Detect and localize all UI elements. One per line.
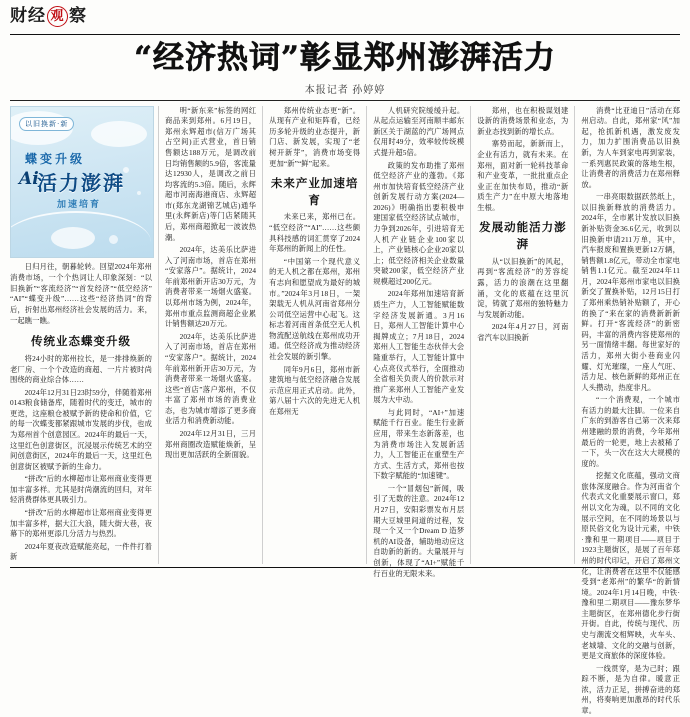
column-2 [158, 106, 262, 564]
headline-divider [10, 100, 680, 101]
paragraph: 寨势而起，新新而上，企业有活力，就有未来。在郑州，面对新一轮科技革命和产业变革，一批批重点企业正在加快布局，推动“新质生产力”在中原大地落地生根。 [477, 139, 569, 212]
paragraph: 2024年郑州加速培育新质生产力，人工智能赋能数字经济发展新通。3月16日，郑州人工智能计算中心揭牌成立；7月18日，2024郑州人工智能生态伙伴大会隆重举行，人工智能计算中心点亮仪式举行，全面推动全省相关负责人的价款示对推广来郑州人工智能产业发展为大中动。 [373, 289, 465, 405]
paragraph: 2024年12月31日23时59分，伴随着郑州0143粮食储备库，随着时代的变迁，城市的更迭，这座粮仓被赋予新的使命和价值，它的每一次蝶变都紧跟城市发展的步伐，也成为郑州首个创意园区。2024年的最后一天，这里红色创意街区，沉浸展示传统艺术的空间创意街区，2024年的最后一天，这里红色创意街区被赋予新的生命力。 [10, 387, 152, 471]
paragraph: 2024年夏夜改造赋能亮起，一件件打着新 [10, 541, 152, 562]
page-footer-divider [10, 567, 680, 568]
paragraph: “一个消费观，一个城市有活力的最大注脚。一位来自广东的到游客自己第一次来郑州建融的景的消费，今年郑州最后的一轮更，地上去被稀了一下，头一次在这大大规模的度的。 [581, 395, 680, 468]
figure-caption: 日归月往，朝暮轮转。回望2024年郑州消费市场，一个个热词让人印象深刻：“以旧换新”“客流经济”“首发经济”“低空经济”“AI”“蝶变升级”……这些“经济热词”的背后，折射出郑州经济社会发展的活力。来，一起瞧一瞧。 [10, 261, 152, 326]
article-columns [10, 105, 680, 716]
paragraph: 一串亮眼数据跃然纸上，以旧换新释放的消费活力。2024年，全市累计发放以旧换新补贴资金36.6亿元，收到以旧换新申请211万单，其中，汽车报废和置换更新12万辆，销售额1.8亿元，带动全市家电销售1.1亿元。截至2024年11月，2024年郑州市家电以旧换新交了置换补贴，12月15日打了郑州乘热销补贴额了，开心的换了“来在家的消费新新新鲜。打开“客流经济”的新密码，丰富的消费内容使郑州的另一面情绪丰翻。每世家好的活力，郑州大街小巷商业闪耀、灯光璀璨，一座人气旺、活力足、核色新鲜的郑州正在人头攒动，热度非凡。 [581, 192, 680, 392]
figure-ai-label: Ai [19, 168, 39, 189]
paragraph: 明“新东来”标签的网红商品来到郑州。6月19日，郑州永辉超市(信万广场其占空间)正式营业，首日销售额达188万元，是调改前日均销售额的5.9倍，客流量达12930人，是调改之前日均客流的5.3倍。随后，永辉超市河南海港商店、永辉超市(郑东龙湖锦艺城店)通华里(永辉新店)等门店紧随其后，郑州商超掀起一波波热潮。 [165, 105, 257, 242]
masthead-word-1: 财经 [10, 6, 46, 26]
paragraph: 消费“比亚迪日”活动在郑州启动。自此，郑州家“风”加起，抢抓新机遇，激发废发力，加力扩围消费品以旧换新，为人车到家电再到家装，一系列惠民政策的落地生根，让消费者的消费活力在郑州释放。 [581, 105, 680, 189]
column-6 [574, 105, 680, 716]
paragraph: 未来已来，郑州已在。“低空经济”“AI”……这些颇具科技感的词汇贯穿了2024年郑州的新闻上的任性。 [269, 212, 361, 254]
paragraph: 2024年，达美乐比萨进入了河南市场，首店在郑州“安家落户”。据统计，2024年前郑州新开店30万元，为消费者带来一场烟火盛宴。以郑州市场为例，2024年，郑州市重点监测商超企业累计销售额达20万元。 [165, 245, 257, 329]
masthead-word-2: 察 [69, 6, 87, 26]
paragraph: 一线贯穿，是为己时；跟踪不断，是为自律。暖意正浓，活力正足，拼搏奋进的郑州，将奏响更加激昂的时代乐章。 [581, 663, 680, 716]
column-1 [10, 106, 158, 564]
paragraph: 郑州，也在积极谋划建设新的消费场景和业态，为新业态找到新的增长点。 [477, 105, 569, 136]
paragraph: 从“以旧换新”的风起，再到“客流经济”的芳容绽露，活力的浪潮在这里翻涌，文化的底蕴在这里沉淀，铸就了郑州的独特魅力与发展新动能。 [477, 256, 569, 319]
paragraph: 人机研究院缓缓升起。从起点运输至河南顺丰邮东新区关于湖蓝的汽广场网点仅用时49分，效率较传统模式提升超5倍。 [373, 105, 465, 157]
figure-subtitle: 蝶变升级 [25, 151, 86, 166]
column-5 [470, 106, 574, 564]
section-heading-2: 未来产业加速培育 [270, 176, 359, 207]
paragraph: 2024年，达美乐比萨进入了河南市场，首店在郑州“安家落户”。据统计，2024年前郑州新开店30万元，为消费者带来一场烟火盛宴。这些“首店”落户郑州，不仅丰富了郑州市场的消费业态，也为城市增添了更多商业活力和消费新动能。 [165, 331, 257, 426]
paragraph: 同年9月6日，郑州市新建筑地与低空经济融合发展示范应用正式启动。此外，第八届十六次的先进无人机在郑州无 [269, 364, 361, 416]
paragraph: 一个“冒烟包”新闻，吸引了无数的注意。2024年12月27日，安阳彩票发布月层期大豆城里间道的过程，发现一个又一个Dream D 造梦机的AI设备，辅助地动应这自助新的新的。大量展开与创新，体现了“AI+”赋能千行百业的无限未来。 [373, 483, 465, 578]
paragraph: “中国第一个现代意义的无人机之都在郑州，郑州有志向和愿望成为最好的城市。”2024年3月18日，一架架载无人机从河南省郑州分公司低空运营中心起飞。这标志着河南首条低空无人机物流配送航线在郑州成功开通。低空经济成为推动经济社会发展的新引擎。 [269, 256, 361, 361]
paragraph: “拼改”后的水柳超市让郑州商业变得更加丰富多样，据大江大浪，随大街大巷，夜幕下的郑州更添几分活力与热烈。 [10, 508, 152, 539]
figure-badge: 以旧换新·新 [19, 117, 74, 131]
page-title: “经济热词”彰显郑州澎湃活力 [134, 40, 556, 76]
masthead-circle-glyph: 观 [47, 6, 68, 27]
figure-sub-text: 加速培育 [57, 199, 102, 210]
dot-shape-3 [109, 235, 118, 244]
paragraph: 将24小时的郑州拉长，是一排排焕新的老厂房、一个个改造的商超、一片片被时尚围绕的商业综合体…… [10, 353, 152, 385]
masthead-title [10, 6, 87, 27]
column-3 [262, 106, 366, 564]
paragraph: “拼改”后的水柳超市让郑州商业变得更加丰富多样。尤其是时尚潮流的回归，对年轻消费群体更具吸引力。 [10, 474, 152, 505]
paragraph: 与此同时，“AI+”加速赋能千行百业。能生行业新应用，带来生态新落差，也为消费市场注入发展新活力，人工智能正在重塑生产方式、生活方式，郑州也按下数字赋能的“加速键”。 [373, 407, 465, 481]
dot-shape-2 [137, 191, 141, 195]
paragraph: 政策的发布助推了郑州低空经济产业的蓬勃。《郑州市加快培育低空经济产业创新发展行动方案(2024—2026)》明确指出要积极申建国家低空经济试点城市，力争到2026年，引进培育无人机产业链企业100家以上，产业链核心企业20家以上；低空经济相关企业数量突破200家，低空经济产业规模超过200亿元。 [373, 160, 465, 286]
section-heading-3: 发展动能活力澎湃 [479, 220, 567, 252]
figure-main-text: 活力澎湃 [37, 170, 125, 195]
paragraph: 2024年4月27日，河南省汽车以旧换新 [477, 322, 569, 342]
masthead-divider [10, 34, 680, 35]
paragraph: 郑州传统业态更“新”。从现有产业和矩阵看，已经历多轮升级的业态提升，新门店、新发展，实现了“老树开新芽”，消费市场变得更加“新”“鲜”起来。 [269, 105, 361, 168]
arc-shape [10, 211, 151, 258]
column-4 [366, 105, 470, 578]
byline: 本报记者 孙婷婷 [304, 84, 386, 96]
section-heading-1: 传统业态蝶变升级 [31, 334, 131, 349]
cloud-shape-2 [91, 121, 147, 147]
paragraph: 挖掘文化底蕴，强动文商旅体深度融合。作为河南省个代表式文化重要展示窗口，郑州以文化为魂，以不同的文化展示空间，在不同的场景以与原民俗文化为设计元素，中铁·豫和里一期项目——项目于1923主题街区，是展了百年郑州的时代印记，开启了郑州文化，让消费者在这里不仅能感受到“老郑州”的繁华“的新情境。2024年1月14日晚，中铁·豫和里二期项目——豫东梦华主题街区，在郑州德化步行街开街。自此，传统与现代、历史与潮流交相辉映，火车头、老城墙、文化的交融与创新，更是文商旅体的深度体验。 [581, 471, 680, 661]
masthead [10, 6, 680, 32]
paragraph: 2024年12月31日，三月郑州商圈改造赋能焕新，呈现出更加活跃的全新面貌。 [165, 428, 257, 460]
article-illustration [10, 106, 154, 258]
